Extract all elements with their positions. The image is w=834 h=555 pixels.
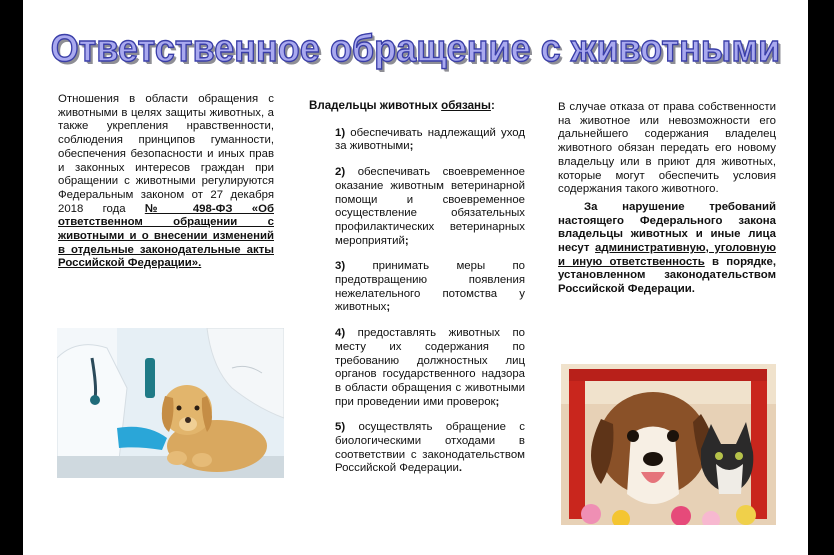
vet-puppy-photo <box>57 328 284 478</box>
page-title: Ответственное обращение с животными <box>50 28 781 70</box>
obligation-item: 5) осуществлять обращение с биологическими отходами в соответствии с законодательством Российской Федерации. <box>335 421 526 475</box>
intro-text: Отношения в области обращения с животными в целях защиты животных, а также укрепления нравственности, соблюдения принципов гуманности, обеспечения безопасности и иных прав и законных интересов граждан при обращении с животными регулируются Федеральным законом от 27 декабря 2018 года <box>58 93 274 215</box>
obligation-item: 1) обеспечивать надлежащий уход за животными; <box>335 126 526 153</box>
obligations-heading: Владельцы животных обязаны: <box>309 99 495 112</box>
law-reference: № 498-ФЗ «Об ответственном обращении с животными и о внесении изменений в отдельные законодательные акты Российской Федерации». <box>58 202 274 270</box>
document-page <box>23 0 808 555</box>
obligation-item: 3) принимать меры по предотвращению появления нежелательного потомства у животных; <box>335 260 525 314</box>
obligation-item: 2) обеспечивать своевременное оказание животным ветеринарной помощи и своевременное осуществление обязательных профилактических ветеринарных мероприятий; <box>335 166 525 247</box>
liability-paragraph: За нарушение требований настоящего Федерального закона владельцы животных и иные лица несут административную, уголовную и иную ответственность в порядке, установленном законодательством Российской Федерации. <box>558 200 776 296</box>
obligations-column <box>309 99 525 488</box>
puppy-kitten-photo <box>561 364 776 525</box>
obligation-item: 4) предоставлять животных по месту их содержания по требованию должностных лиц органов государственного надзора в области обращения с животными при проведении ими проверок; <box>335 327 525 408</box>
intro-column <box>58 93 274 271</box>
transfer-paragraph: В случае отказа от права собственности на животное или невозможности его дальнейшего содержания владелец животного обязан передать его новому владельцу или в приют для животных, которые могут обеспечить условия содержания такого животного. <box>558 101 776 196</box>
responsibility-column <box>558 101 776 297</box>
